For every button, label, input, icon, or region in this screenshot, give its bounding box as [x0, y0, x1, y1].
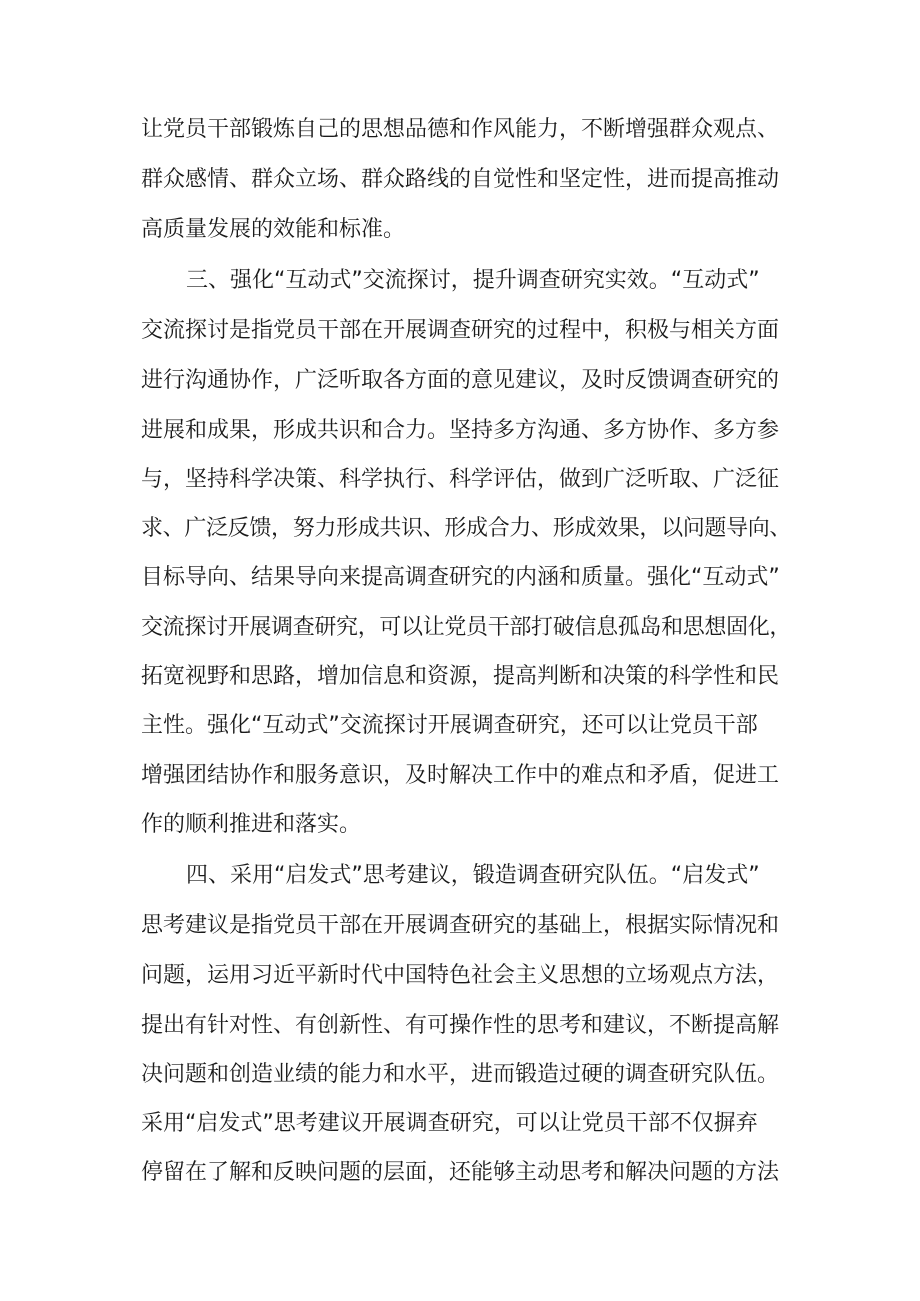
text-line: 思考建议是指党员干部在开展调查研究的基础上，根据实际情况和 — [141, 913, 780, 938]
text-line: 主性。强化“互动式”交流探讨开展调查研究，还可以让党员干部 — [141, 713, 758, 738]
text-line: 进展和成果，形成共识和合力。坚持多方沟通、多方协作、多方参 — [141, 418, 780, 443]
text-line: 增强团结协作和服务意识，及时解决工作中的难点和矛盾，促进工 — [141, 763, 780, 788]
text-line: 决问题和创造业绩的能力和水平，进而锻造过硬的调查研究队伍。 — [141, 1062, 780, 1087]
text-line: 进行沟通协作，广泛听取各方面的意见建议，及时反馈调查研究的 — [141, 368, 780, 393]
text-line: 与，坚持科学决策、科学执行、科学评估，做到广泛听取、广泛征 — [141, 467, 780, 492]
text-line: 交流探讨是指党员干部在开展调查研究的过程中，积极与相关方面 — [141, 318, 780, 343]
text-line: 群众感情、群众立场、群众路线的自觉性和坚定性，进而提高推动 — [141, 167, 780, 192]
text-line: 提出有针对性、有创新性、有可操作性的思考和建议，不断提高解 — [141, 1013, 780, 1038]
text-line: 拓宽视野和思路，增加信息和资源，提高判断和决策的科学性和民 — [141, 664, 780, 689]
text-line: 作的顺利推进和落实。 — [141, 812, 362, 837]
text-line: 四、采用“启发式”思考建议，锻造调查研究队伍。“启发式” — [186, 863, 760, 888]
text-line: 交流探讨开展调查研究，可以让党员干部打破信息孤岛和思想固化， — [141, 615, 792, 640]
text-line: 高质量发展的效能和标准。 — [141, 217, 406, 242]
text-line: 求、广泛反馈，努力形成共识、形成合力、形成效果，以问题导向、 — [141, 516, 792, 541]
text-line: 停留在了解和反映问题的层面，还能够主动思考和解决问题的方法 — [141, 1160, 780, 1185]
text-line: 采用“启发式”思考建议开展调查研究，可以让党员干部不仅摒弃 — [141, 1111, 758, 1136]
text-line: 目标导向、结果导向来提高调查研究的内涵和质量。强化“互动式” — [141, 565, 780, 590]
text-line: 三、强化“互动式”交流探讨，提升调查研究实效。“互动式” — [186, 268, 760, 293]
text-line: 让党员干部锻炼自己的思想品德和作风能力，不断增强群众观点、 — [141, 117, 780, 142]
text-line: 问题，运用习近平新时代中国特色社会主义思想的立场观点方法， — [141, 963, 780, 988]
